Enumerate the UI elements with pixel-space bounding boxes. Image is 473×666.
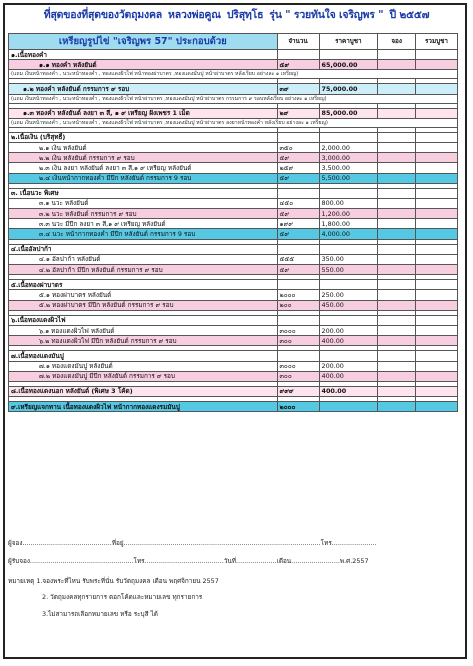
item-name: ๖.เนื้อทองแดงผิวไฟ (9, 315, 278, 325)
category-row (9, 188, 458, 198)
item-qty (277, 50, 319, 60)
header-total: รวมบูชา (416, 34, 458, 50)
item-reserve (378, 229, 416, 239)
table-row (9, 336, 458, 346)
item-price: 1,200.00 (319, 209, 378, 219)
item-name: ๒.๑ เงิน หลังยันต์ (9, 142, 278, 152)
receiver-line: ผู้รับจอง...................................................โทร.......................................วันที่....................เดือน........................พ.ศ.2557 (8, 557, 369, 565)
item-qty: ๕๙ (277, 153, 319, 163)
item-name: ๗.เนื้อทองแดงมันปู (9, 351, 278, 361)
table-row (9, 290, 458, 300)
item-total (416, 325, 458, 335)
item-qty (277, 315, 319, 325)
table-row (9, 198, 458, 208)
note-row (9, 70, 458, 79)
category-row (9, 132, 458, 142)
item-total (416, 290, 458, 300)
item-name: ๒.๔ เงินหน้ากากทองคำ มีปีก หลังยันต์ กรรมการ 9 รอบ (9, 173, 278, 183)
item-qty (277, 188, 319, 198)
item-reserve (378, 219, 416, 229)
table-row (9, 153, 458, 163)
item-total (416, 108, 458, 118)
item-price: 200.00 (319, 361, 378, 371)
item-name: ๑.๒ ทองคำ หลังยันต์ กรรมการ ๙ รอบ (9, 84, 278, 94)
item-name: ๓.๒ นวะ หลังยันต์ กรรมการ ๙ รอบ (9, 209, 278, 219)
note-text: (แถม เงินหน้าทองคำ , นวะหน้าทองคำ , ทองแดงผิวไฟ หน้าทองผ่าบาตร ,ทองแดงมันปู หน้าผ่าบาตร หลังเรียบ อย่างละ ๑ เหรียญ) (9, 70, 458, 79)
item-reserve (378, 209, 416, 219)
item-qty: ๑๙๙ (277, 219, 319, 229)
item-reserve (378, 50, 416, 60)
category-row (9, 386, 458, 396)
item-qty: ๕๙ (277, 209, 319, 219)
item-price (319, 351, 378, 361)
item-reserve (378, 325, 416, 335)
item-reserve (378, 60, 416, 70)
item-qty: ๒๙ (277, 108, 319, 118)
table-row (9, 265, 458, 275)
item-reserve (378, 290, 416, 300)
item-reserve (378, 173, 416, 183)
item-qty: ๕๙ (277, 229, 319, 239)
table-row (9, 163, 458, 173)
item-price (319, 50, 378, 60)
item-total (416, 173, 458, 183)
item-price: 3,500.00 (319, 163, 378, 173)
item-qty: ๓๐๐๐ (277, 361, 319, 371)
item-reserve (378, 188, 416, 198)
remark-1: หมายเหตุ 1.จองพระที่ไหน รับพระที่นั่น รับวัตถุมงคล เดือน พฤศจิกายน 2557 (8, 577, 219, 585)
item-name: ๘.เนื้อทองแดงนอก หลังยันต์ (พิเศษ 3 โค้ด) (9, 386, 278, 396)
category-row (9, 50, 458, 60)
item-qty (277, 280, 319, 290)
item-qty: ๕๙ (277, 60, 319, 70)
remark-2: 2. วัตถุมงคลทุกรายการ ตอกโค้ดและหมายเลข ทุกรายการ (42, 593, 203, 601)
item-qty: ๒๐๐ (277, 300, 319, 310)
item-reserve (378, 315, 416, 325)
item-name: ๓.๑ นวะ หลังยันต์ (9, 198, 278, 208)
item-total (416, 142, 458, 152)
item-qty (277, 132, 319, 142)
note-row (9, 118, 458, 127)
item-name: ๒.เนื้อเงิน (บริสุทธิ์) (9, 132, 278, 142)
item-name: ๔.๑ อัลปาก้า หลังยันต์ (9, 254, 278, 264)
item-qty: ๓๙ (277, 84, 319, 94)
item-name: ๑.๓ ทองคำ หลังยันต์ ลงยา ๓ สี, ๑ ๙ เหรียญ ฝังเพชร 1 เม็ด (9, 108, 278, 118)
item-total (416, 60, 458, 70)
item-total (416, 188, 458, 198)
table-row (9, 219, 458, 229)
table-row (9, 371, 458, 381)
item-reserve (378, 108, 416, 118)
header-reserve: จอง (378, 34, 416, 50)
item-price: 800.00 (319, 198, 378, 208)
item-name: ๓.๔ นวะ หน้ากากทองคำ มีปีก หลังยันต์ กรรมการ 9 รอบ (9, 229, 278, 239)
table-row (9, 173, 458, 183)
item-total (416, 153, 458, 163)
item-price: 65,000.00 (319, 60, 378, 70)
item-qty (277, 244, 319, 254)
table-row (9, 60, 458, 70)
item-name: ๕.๒ ทองผ่าบาตร มีปีก หลังยันต์ กรรมการ ๙ รอบ (9, 300, 278, 310)
item-price: 85,000.00 (319, 108, 378, 118)
item-reserve (378, 84, 416, 94)
item-price: 400.00 (319, 386, 378, 396)
item-reserve (378, 351, 416, 361)
item-total (416, 163, 458, 173)
title-part: หลวงพ่อคูณ (168, 9, 221, 21)
title-part: ปริสุทฺโธ (226, 9, 264, 21)
item-total (416, 351, 458, 361)
item-total (416, 280, 458, 290)
title-part: รุ่น " รวยทันใจ เจริญพร " (269, 9, 384, 21)
table-row (9, 361, 458, 371)
item-total (416, 386, 458, 396)
item-name: ๓. เนื้อนวะ พิเศษ (9, 188, 278, 198)
item-price: 3,000.00 (319, 153, 378, 163)
note-text: (แถม เงินหน้าทองคำ , นวะหน้าทองคำ , ทองแดงผิวไฟ หน้าผ่าบาตร ,ทองแดงมันปู หน้าผ่าบาตร กรรมการ ๙ รอบหลังเรียบ อย่างละ ๑ เหรียญ) (9, 94, 458, 103)
item-qty: ๓๐๐ (277, 371, 319, 381)
item-total (416, 50, 458, 60)
item-price (319, 280, 378, 290)
item-reserve (378, 402, 416, 412)
item-name: ๖.๒ ทองแดงผิวไฟ มีปีก หลังยันต์ กรรมการ ๙ รอบ (9, 336, 278, 346)
item-price: 1,800.00 (319, 219, 378, 229)
header-name: เหรียญรูปไข่ "เจริญพร 57" ประกอบด้วย (9, 34, 278, 50)
table-row (9, 209, 458, 219)
item-qty: ๒๐๐๐ (277, 402, 319, 412)
remark-3: 3.ไม่สามารถเลือกหมายเลข หรือ ระบุสี ได้ (42, 610, 158, 618)
item-total (416, 219, 458, 229)
item-price (319, 315, 378, 325)
item-reserve (378, 153, 416, 163)
item-qty: ๓๐๐ (277, 336, 319, 346)
item-reserve (378, 280, 416, 290)
item-price (319, 188, 378, 198)
item-reserve (378, 163, 416, 173)
item-price: 200.00 (319, 325, 378, 335)
item-total (416, 132, 458, 142)
item-name: ๖.๑ ทองแดงผิวไฟ หลังยันต์ (9, 325, 278, 335)
item-name: ๒.๒ เงิน หลังยันต์ กรรมการ ๙ รอบ (9, 153, 278, 163)
item-reserve (378, 132, 416, 142)
table-header-row (9, 34, 458, 50)
table-row (9, 108, 458, 118)
item-reserve (378, 198, 416, 208)
item-name: ๙.เหรียญแจกทาน เนื้อทองแดงผิวไฟ หน้ากากทองแดงรมมันปู (9, 402, 278, 412)
item-price: 550.00 (319, 265, 378, 275)
item-qty: ๔๕๐ (277, 198, 319, 208)
item-total (416, 300, 458, 310)
item-price: 400.00 (319, 371, 378, 381)
item-qty: ๓๐๐๐ (277, 325, 319, 335)
item-reserve (378, 361, 416, 371)
table-row (9, 229, 458, 239)
item-qty: ๒๕๙ (277, 163, 319, 173)
item-name: ๕.๑ ทองผ่าบาตร หลังยันต์ (9, 290, 278, 300)
item-reserve (378, 142, 416, 152)
item-price (319, 402, 378, 412)
category-row (9, 351, 458, 361)
item-name: ๔.๒ อัลปาก้า มีปีก หลังยันต์ กรรมการ ๙ รอบ (9, 265, 278, 275)
item-name: ๑.เนื้อทองคำ (9, 50, 278, 60)
item-price: 400.00 (319, 336, 378, 346)
item-reserve (378, 265, 416, 275)
item-total (416, 209, 458, 219)
table-row (9, 84, 458, 94)
category-row (9, 315, 458, 325)
table-row (9, 254, 458, 264)
page-title (0, 6, 473, 23)
category-row (9, 402, 458, 412)
item-total (416, 265, 458, 275)
item-price: 2,000.00 (319, 142, 378, 152)
item-qty: ๕๙ (277, 265, 319, 275)
table-row (9, 142, 458, 152)
title-part: ที่สุดของที่สุดของวัตถุมงคล (43, 9, 163, 21)
item-price (319, 244, 378, 254)
reserver-line: ผู้จอง............................................ที่อยู่.................................................................................................โทร...................... (8, 539, 377, 547)
item-price: 4,000.00 (319, 229, 378, 239)
item-price: 75,000.00 (319, 84, 378, 94)
item-name: ๗.๒ ทองแดงมันปู มีปีก หลังยันต์ กรรมการ ๙ รอบ (9, 371, 278, 381)
item-reserve (378, 254, 416, 264)
category-row (9, 280, 458, 290)
item-total (416, 361, 458, 371)
header-price: ราคาบูชา (319, 34, 378, 50)
item-reserve (378, 336, 416, 346)
note-row (9, 94, 458, 103)
item-qty (277, 351, 319, 361)
item-name: ๑.๑ ทองคำ หลังยันต์ (9, 60, 278, 70)
item-total (416, 336, 458, 346)
item-price (319, 132, 378, 142)
item-total (416, 244, 458, 254)
item-total (416, 371, 458, 381)
item-name: ๓.๓ นวะ มีปีก ลงยา ๓ สี,๑ ๙ เหรียญ หลังยันต์ (9, 219, 278, 229)
item-price: 250.00 (319, 290, 378, 300)
item-name: ๕.เนื้อทองผ่าบาตร (9, 280, 278, 290)
table-row (9, 300, 458, 310)
item-total (416, 254, 458, 264)
item-reserve (378, 371, 416, 381)
item-name: ๒.๓ เงิน ลงยา หลังยันต์ ลงยา ๓ สี,๑ ๙ เหรียญ หลังยันต์ (9, 163, 278, 173)
item-reserve (378, 300, 416, 310)
item-total (416, 402, 458, 412)
item-price: 350.00 (319, 254, 378, 264)
item-total (416, 315, 458, 325)
item-reserve (378, 244, 416, 254)
item-qty: ๓๕๐ (277, 142, 319, 152)
item-qty: ๙๙๙ (277, 386, 319, 396)
item-qty: ๕๕๕ (277, 254, 319, 264)
item-total (416, 198, 458, 208)
item-total (416, 229, 458, 239)
price-table (8, 33, 458, 412)
title-part: ปี ๒๕๕๗ (389, 9, 430, 21)
item-qty: ๒๐๐๐ (277, 290, 319, 300)
item-price: 450.00 (319, 300, 378, 310)
item-name: ๗.๑ ทองแดงมันปู หลังยันต์ (9, 361, 278, 371)
item-price: 5,500.00 (319, 173, 378, 183)
item-reserve (378, 386, 416, 396)
table-row (9, 325, 458, 335)
category-row (9, 244, 458, 254)
item-total (416, 84, 458, 94)
header-qty: จำนวน (277, 34, 319, 50)
item-qty: ๕๙ (277, 173, 319, 183)
note-text: (แถม เงินหน้าทองคำ , นวะหน้าทองคำ , ทองแดงผิวไฟ หน้าผ่าบาตร ,ทองแดงมันปู หน้าผ่าบาตร ลงยาหน้าทองคำ หลังเรียบ อย่างละ ๑ เหรียญ) (9, 118, 458, 127)
item-name: ๔.เนื้ออัลปาก้า (9, 244, 278, 254)
